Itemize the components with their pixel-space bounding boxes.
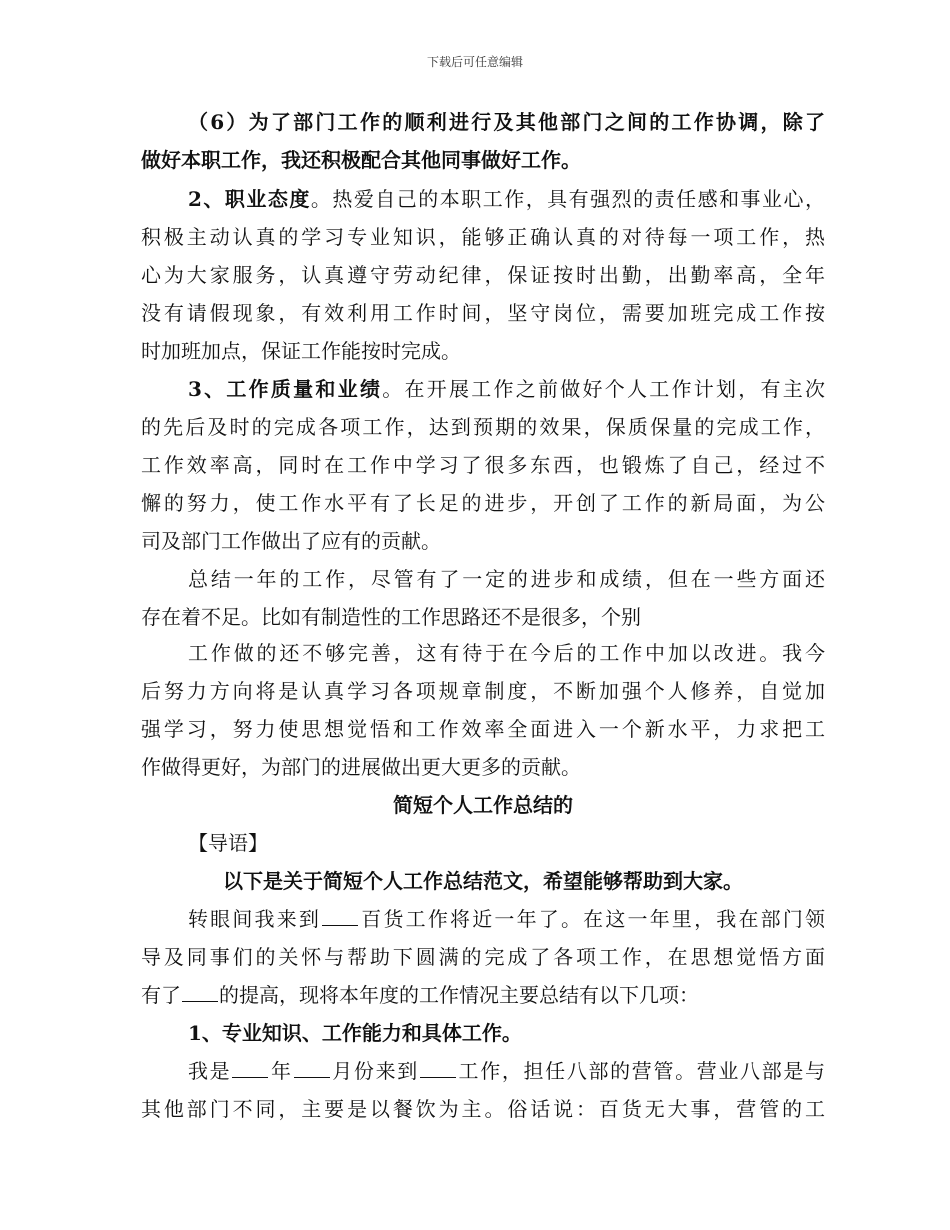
paragraph-line: 总结一年的工作，尽管有了一定的进步和成绩，但在一些方面还 bbox=[188, 567, 825, 591]
text-segment: 百货工作将近一年了。在这一年里，我在部门领 bbox=[359, 907, 826, 931]
intro-label: 【导语】 bbox=[188, 831, 268, 855]
text-segment: 的提高，现将本年度的工作情况主要总结有以下几项： bbox=[219, 983, 699, 1007]
paragraph-line: 导及同事们的关怀与帮助下圆满的完成了各项工作，在思想觉悟方面 bbox=[141, 945, 825, 969]
section-2-line bbox=[188, 184, 825, 214]
paragraph-line: 时加班加点，保证工作能按时完成。 bbox=[141, 339, 461, 363]
paragraph-line: 心为大家服务，认真遵守劳动纪律，保证按时出勤，出勤率高，全年 bbox=[141, 263, 825, 287]
text-segment: 转眼间我来到 bbox=[188, 907, 322, 931]
paragraph-line: 其他部门不同，主要是以餐饮为主。俗话说：百货无大事，营管的工 bbox=[141, 1097, 825, 1121]
text-segment: 我是 bbox=[188, 1059, 232, 1083]
paragraph-line bbox=[141, 980, 699, 1010]
text-segment: 年 bbox=[269, 1059, 293, 1083]
page-header: 下载后可任意编辑 bbox=[426, 55, 523, 69]
paragraph-line: 做好本职工作，我还积极配合其他同事做好工作。 bbox=[141, 148, 581, 172]
paragraph-line: 后努力方向将是认真学习各项规章制度，不断加强个人修养，自觉加 bbox=[141, 679, 825, 703]
blank-underline bbox=[294, 1057, 330, 1078]
text-segment: 有了 bbox=[141, 983, 181, 1007]
blank-underline bbox=[322, 905, 358, 926]
paragraph-line bbox=[188, 904, 825, 934]
blank-underline bbox=[182, 981, 218, 1002]
section-title: 简短个人工作总结的 bbox=[393, 793, 573, 817]
paragraph-line: 存在着不足。比如有制造性的工作思路还不是很多，个别 bbox=[141, 605, 641, 629]
paragraph-text: 。在开展工作之前做好个人工作计划，有主次 bbox=[382, 377, 826, 401]
paragraph-line: 工作效率高，同时在工作中学习了很多东西，也锻炼了自己，经过不 bbox=[141, 453, 825, 477]
blank-underline bbox=[420, 1057, 456, 1078]
text-segment: 工作，担任八部的营管。营业八部是与 bbox=[456, 1059, 826, 1083]
paragraph-line: 作做得更好，为部门的进展做出更大更多的贡献。 bbox=[141, 755, 581, 779]
paragraph-line: 的先后及时的完成各项工作，达到预期的效果，保质保量的完成工作， bbox=[141, 415, 825, 439]
paragraph-line: （6）为了部门工作的顺利进行及其他部门之间的工作协调，除了 bbox=[188, 110, 825, 134]
paragraph-text: 。热爱自己的本职工作，具有强烈的责任感和事业心， bbox=[310, 187, 826, 211]
blank-underline bbox=[232, 1057, 268, 1078]
section-heading: 2、职业态度 bbox=[188, 187, 311, 211]
paragraph-line: 懈的努力，使工作水平有了长足的进步，开创了工作的新局面，为公 bbox=[141, 491, 825, 515]
paragraph-line: 没有请假现象，有效利用工作时间，坚守岗位，需要加班完成工作按 bbox=[141, 301, 825, 325]
paragraph-line: 司及部门工作做出了应有的贡献。 bbox=[141, 529, 441, 553]
section-3-line bbox=[188, 374, 825, 404]
paragraph-line: 强学习，努力使思想觉悟和工作效率全面进入一个新水平，力求把工 bbox=[141, 717, 825, 741]
paragraph-line: 积极主动认真的学习专业知识，能够正确认真的对待每一项工作，热 bbox=[141, 225, 825, 249]
paragraph-line bbox=[188, 1056, 825, 1086]
paragraph-line: 工作做的还不够完善，这有待于在今后的工作中加以改进。我今 bbox=[188, 641, 825, 665]
text-segment: 月份来到 bbox=[330, 1059, 419, 1083]
intro-text: 以下是关于简短个人工作总结范文，希望能够帮助到大家。 bbox=[223, 869, 743, 893]
section-heading: 1、专业知识、工作能力和具体工作。 bbox=[188, 1021, 522, 1045]
section-heading: 3、工作质量和业绩 bbox=[188, 377, 383, 401]
